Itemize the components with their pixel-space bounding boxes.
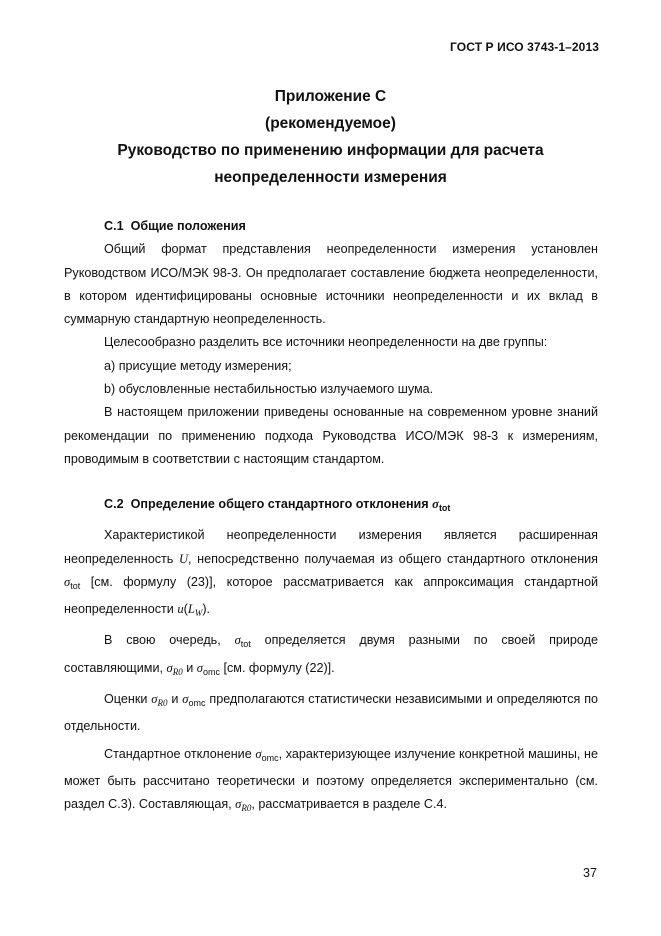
text-run: [см. формулу (22)].: [223, 660, 335, 675]
subscript-omc: omc: [261, 752, 279, 763]
sigma-symbol: σ: [235, 797, 242, 812]
sigma-symbol: σ: [196, 660, 203, 675]
text-run: определяется двумя разными по своей природе составляющими,: [64, 633, 599, 675]
symbol-L: L: [187, 602, 195, 617]
list-item-a: a) присущие методу измерения;: [104, 358, 292, 373]
sigma-symbol: σ: [151, 692, 158, 707]
sigma-symbol: σ: [234, 633, 241, 648]
section-c1-heading: С.1 Общие положения: [104, 219, 246, 233]
section-c2-paragraph-3: [64, 688, 598, 739]
appendix-heading-line1: Руководство по применению информации для расчета: [117, 142, 544, 159]
document-header: ГОСТ Р ИСО 3743-1–2013: [450, 40, 599, 54]
sigma-symbol: σ: [166, 660, 173, 675]
text-run: Стандартное отклонение: [104, 746, 252, 761]
text-run: Оценки: [104, 692, 148, 707]
sigma-symbol: σ: [255, 746, 262, 761]
section-c1: [64, 215, 598, 471]
text-run: , характеризующее излучение конкретной машины, не может быть рассчитано теоретически и поэтому определяется экспериментально (см. раздел С.3). Составляющая,: [64, 746, 598, 812]
appendix-heading-line2: неопределенности измерения: [214, 169, 447, 186]
page-number: 37: [582, 866, 597, 880]
section-c1-paragraph-3: В настоящем приложении приведены основанные на современном уровне знаний рекомендации по применению подхода Руководства ИСО/МЭК 98-3 к измерениям, проводимым в соответствии с настоящим стандартом.: [64, 405, 598, 466]
section-c2-heading-text: С.2 Определение общего стандартного отклонения: [104, 497, 429, 511]
subscript-R0: R0: [172, 666, 183, 677]
section-c2-heading: [64, 493, 598, 520]
text-run: В свою очередь,: [104, 633, 221, 648]
subscript-W: W: [194, 608, 203, 619]
section-c1-paragraph-2: Целесообразно разделить все источники неопределенности на две группы:: [104, 335, 548, 350]
subscript-omc: omc: [202, 666, 220, 677]
subscript-tot: tot: [70, 580, 81, 591]
subscript-R0: R0: [157, 698, 168, 709]
symbol-U: U: [178, 551, 189, 566]
text-run: предполагаются статистически независимыми и определяются по отдельности.: [64, 692, 599, 734]
appendix-status: (рекомендуемое): [265, 115, 396, 132]
symbol-u: u: [177, 602, 184, 617]
section-c2-paragraph-1: Характеристикой неопределенности измерения является расширенная неопределенность U, непосредственно получаемая из общего стандартного отклонения $\sigma_{tot}$ [см. формулу (23)], которое рассматривается как аппроксимация стандартной неопределенности $u(L_W)$.: [64, 528, 598, 619]
subscript-omc: omc: [188, 698, 206, 709]
section-c2-paragraph-2: [64, 629, 598, 684]
subscript-tot: tot: [240, 639, 251, 650]
text-run: и: [186, 660, 194, 675]
text-run: Характеристикой неопределенности измерения является расширенная неопределенность: [64, 528, 598, 566]
subscript-tot: tot: [438, 503, 451, 513]
appendix-title: Приложение С: [274, 88, 387, 105]
sigma-symbol: σ: [182, 692, 189, 707]
list-item-b: b) обусловленные нестабильностью излучаемого шума.: [104, 382, 434, 397]
sigma-symbol: σ: [432, 497, 439, 511]
subscript-R0: R0: [241, 803, 252, 814]
text-run: [см. формулу (23)], которое рассматривается как аппроксимация стандартной неопределенности: [64, 574, 598, 617]
section-c1-paragraph-1: Общий формат представления неопределенности измерения установлен Руководством ИСО/МЭК 98-3. Он предполагает составление бюджета неопределенности, в котором идентифицированы основные источники неопределенности и их вклад в суммарную стандартную неопределенность.: [64, 242, 598, 327]
section-c2-paragraph-4: [64, 743, 598, 821]
sigma-symbol: σ: [64, 574, 71, 589]
section-c2: [64, 493, 598, 821]
text-run: , рассматривается в разделе С.4.: [251, 797, 447, 812]
text-run: , непосредственно получаемая из общего стандартного отклонения: [188, 551, 598, 566]
text-run: и: [171, 692, 179, 707]
